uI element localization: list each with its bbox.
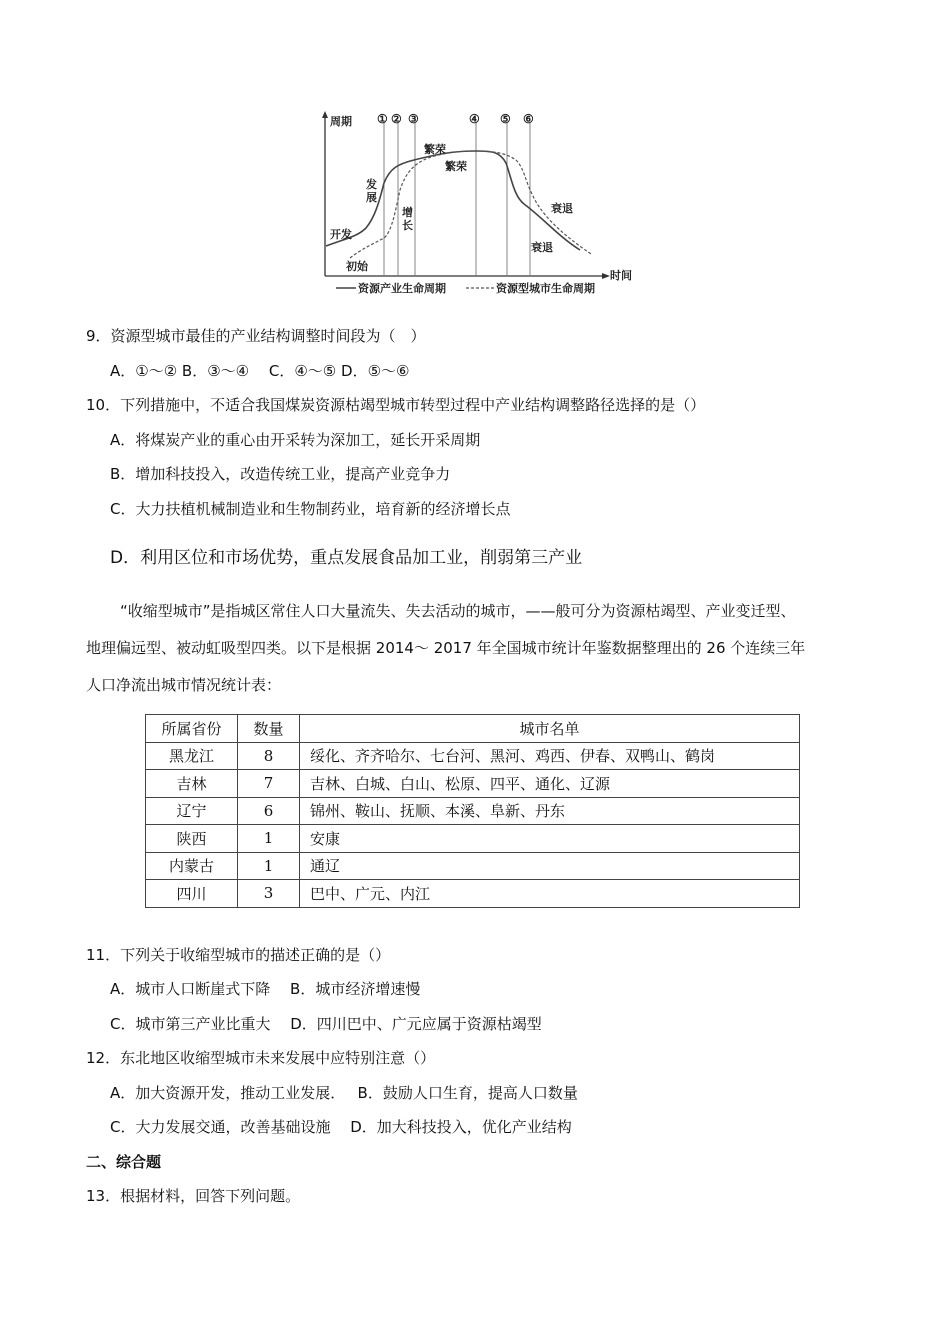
material-line-3: 人口净流出城市情况统计表：: [86, 676, 282, 694]
marker-5: ⑤: [500, 112, 511, 126]
cities-cell: 通辽: [300, 852, 800, 880]
legend-dashed: 资源型城市生命周期: [496, 282, 595, 295]
header-count: 数量: [238, 715, 300, 743]
marker-3: ③: [408, 112, 419, 126]
q11-options-row-1: A．城市人口断崖式下降 B．城市经济增速慢: [110, 980, 421, 998]
label-shuaitui-dashed: 衰退: [551, 202, 573, 215]
province-cell: 黑龙江: [146, 742, 238, 770]
label-chushi: 初始: [346, 260, 368, 273]
province-cell: 辽宁: [146, 797, 238, 825]
cities-cell: 吉林、白城、白山、松原、四平、通化、辽源: [300, 770, 800, 798]
svg-text:展: 展: [366, 191, 377, 204]
life-cycle-figure: [318, 108, 636, 300]
count-cell: 6: [238, 797, 300, 825]
cities-cell: 锦州、鞍山、抚顺、本溪、阜新、丹东: [300, 797, 800, 825]
header-cities: 城市名单: [300, 715, 800, 743]
table-row: [146, 742, 800, 770]
q12-stem: 12．东北地区收缩型城市未来发展中应特别注意（）: [86, 1049, 436, 1067]
label-shuaitui-solid: 衰退: [531, 241, 553, 254]
province-cell: 陕西: [146, 825, 238, 853]
q9-stem: 9．资源型城市最佳的产业结构调整时间段为（ ）: [86, 327, 426, 345]
table-row: [146, 852, 800, 880]
cities-cell: 巴中、广元、内江: [300, 880, 800, 908]
table-row: [146, 825, 800, 853]
q10-option-b: B．增加科技投入，改造传统工业，提高产业竞争力: [110, 465, 451, 483]
cities-cell: 安康: [300, 825, 800, 853]
count-cell: 1: [238, 825, 300, 853]
q10-option-c: C．大力扶植机械制造业和生物制药业，培育新的经济增长点: [110, 500, 511, 518]
section-title: 二、综合题: [86, 1153, 162, 1171]
label-fanrong-solid: 繁荣: [424, 143, 446, 156]
svg-text:发: 发: [366, 178, 377, 191]
svg-text:长: 长: [402, 219, 413, 232]
q13-stem: 13．根据材料，回答下列问题。: [86, 1187, 301, 1205]
table-row: [146, 770, 800, 798]
province-cell: 内蒙古: [146, 852, 238, 880]
y-axis-label: 周期: [330, 115, 352, 128]
count-cell: 8: [238, 742, 300, 770]
q10-option-d: D．利用区位和市场优势，重点发展食品加工业，削弱第三产业: [110, 548, 583, 568]
province-cell: 吉林: [146, 770, 238, 798]
count-cell: 3: [238, 880, 300, 908]
province-cell: 四川: [146, 880, 238, 908]
count-cell: 1: [238, 852, 300, 880]
marker-4: ④: [469, 112, 480, 126]
table-header-row: [146, 715, 800, 743]
material-line-1: “收缩型城市”是指城区常住人口大量流失、失去活动的城市，——般可分为资源枯竭型、产业变迁型、: [120, 602, 796, 620]
svg-text:增: 增: [402, 206, 413, 219]
q10-option-a: A．将煤炭产业的重心由开采转为深加工，延长开采周期: [110, 431, 481, 449]
q10-stem: 10．下列措施中，不适合我国煤炭资源枯竭型城市转型过程中产业结构调整路径选择的是（）: [86, 396, 706, 414]
header-province: 所属省份: [146, 715, 238, 743]
q12-options-row-1: A．加大资源开发，推动工业发展． B．鼓励人口生育，提高人口数量: [110, 1084, 578, 1102]
marker-2: ②: [391, 112, 402, 126]
q11-options-row-2: C．城市第三产业比重大 D．四川巴中、广元应属于资源枯竭型: [110, 1015, 542, 1033]
count-cell: 7: [238, 770, 300, 798]
material-line-2: 地理偏远型、被动虹吸型四类。以下是根据 2014～ 2017 年全国城市统计年鉴数据整理出的 26 个连续三年: [86, 639, 806, 657]
label-kaifa: 开发: [330, 228, 352, 241]
q12-options-row-2: C．大力发展交通，改善基础设施 D．加大科技投入，优化产业结构: [110, 1118, 572, 1136]
table-row: [146, 880, 800, 908]
label-fanrong-dashed: 繁荣: [445, 160, 467, 173]
cities-cell: 绥化、齐齐哈尔、七台河、黑河、鸡西、伊春、双鸭山、鹤岗: [300, 742, 800, 770]
legend-solid: 资源产业生命周期: [358, 282, 446, 295]
x-axis-label: 时间: [610, 269, 632, 282]
table-row: [146, 797, 800, 825]
marker-1: ①: [377, 112, 388, 126]
marker-6: ⑥: [523, 112, 534, 126]
q9-options: A．①～② B．③～④ C．④～⑤ D．⑤～⑥: [110, 362, 410, 380]
q11-stem: 11．下列关于收缩型城市的描述正确的是（）: [86, 946, 391, 964]
shrinking-cities-table: [145, 714, 800, 908]
